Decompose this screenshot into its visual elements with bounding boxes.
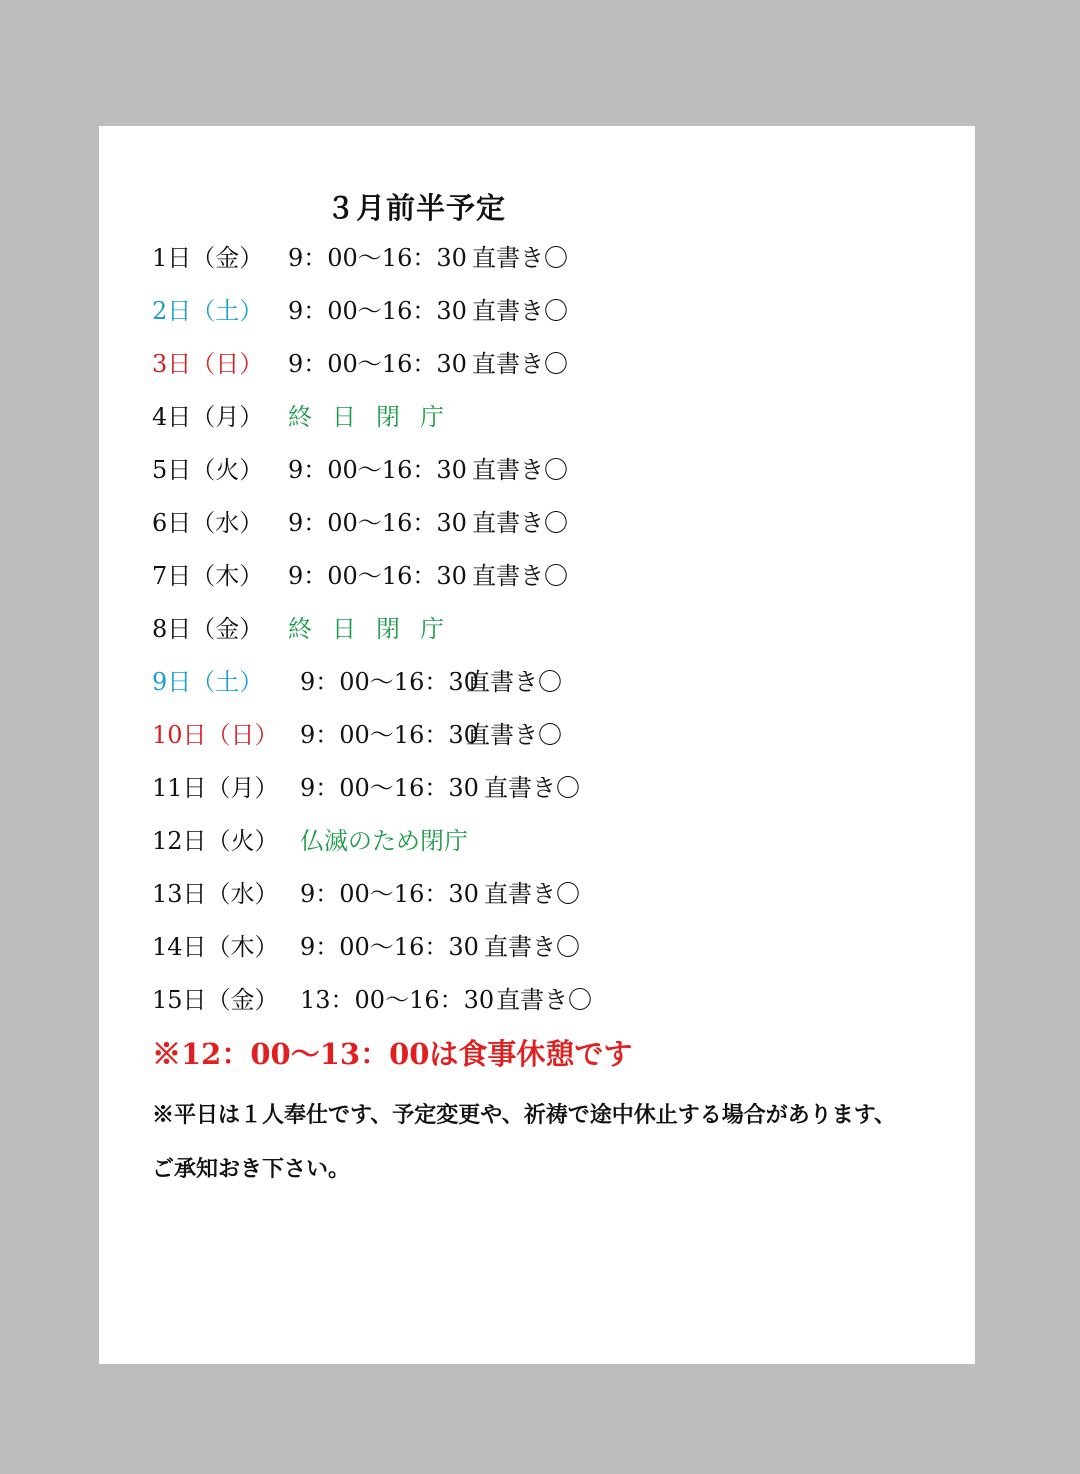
- schedule-row: [152, 395, 932, 448]
- footer-line-1: ※平日は１人奉仕です、予定変更や、祈祷で途中休止する場合があります、: [152, 1102, 897, 1128]
- schedule-day: 8日（金）: [152, 615, 264, 643]
- schedule-day: 2日（土）: [152, 297, 264, 325]
- closed-notice: 終日閉庁: [288, 403, 464, 431]
- schedule-time: 13：00〜16：30: [300, 986, 495, 1014]
- schedule-row: [152, 607, 932, 660]
- schedule-row: [152, 501, 932, 554]
- schedule-time: 9：00〜16：30: [300, 880, 479, 908]
- schedule-time: 9：00〜16：30: [288, 456, 467, 484]
- schedule-day: 3日（日）: [152, 350, 264, 378]
- schedule-day: 14日（木）: [152, 933, 279, 961]
- schedule-list: [152, 236, 932, 1031]
- schedule-row: [152, 236, 932, 289]
- schedule-day: 12日（火）: [152, 827, 279, 855]
- schedule-row: [152, 819, 932, 872]
- schedule-day: 9日（土）: [152, 668, 264, 696]
- schedule-row: [152, 978, 932, 1031]
- schedule-note: 直書き〇: [466, 721, 562, 749]
- schedule-note: 直書き〇: [466, 668, 562, 696]
- schedule-time: 9：00〜16：30: [300, 668, 479, 696]
- footer-note: [152, 1088, 942, 1196]
- schedule-note: 直書き〇: [496, 986, 592, 1014]
- schedule-note: 直書き〇: [472, 244, 568, 272]
- schedule-day: 11日（月）: [152, 774, 279, 802]
- schedule-time: 9：00〜16：30: [288, 509, 467, 537]
- schedule-time: 9：00〜16：30: [288, 562, 467, 590]
- schedule-row: [152, 342, 932, 395]
- schedule-day: 7日（木）: [152, 562, 264, 590]
- schedule-time: 9：00〜16：30: [300, 774, 479, 802]
- schedule-day: 1日（金）: [152, 244, 264, 272]
- schedule-row: [152, 713, 932, 766]
- schedule-note: 直書き〇: [484, 933, 580, 961]
- schedule-row: [152, 872, 932, 925]
- schedule-row: [152, 289, 932, 342]
- schedule-note: 直書き〇: [484, 880, 580, 908]
- schedule-note: 直書き〇: [484, 774, 580, 802]
- schedule-time: 9：00〜16：30: [288, 297, 467, 325]
- schedule-row: [152, 448, 932, 501]
- schedule-note: 直書き〇: [472, 562, 568, 590]
- schedule-time: 9：00〜16：30: [288, 244, 467, 272]
- schedule-time: 9：00〜16：30: [300, 721, 479, 749]
- schedule-note: 直書き〇: [472, 297, 568, 325]
- footer-line-2: ご承知おき下さい。: [152, 1156, 351, 1182]
- schedule-day: 5日（火）: [152, 456, 264, 484]
- schedule-row: [152, 766, 932, 819]
- schedule-row: [152, 660, 932, 713]
- schedule-day: 10日（日）: [152, 721, 279, 749]
- schedule-row: [152, 925, 932, 978]
- schedule-note: 直書き〇: [472, 509, 568, 537]
- schedule-day: 6日（水）: [152, 509, 264, 537]
- schedule-day: 4日（月）: [152, 403, 264, 431]
- schedule-time: 9：00〜16：30: [288, 350, 467, 378]
- lunch-break-notice: ※12：00〜13：00は食事休憩です: [152, 1037, 633, 1071]
- closed-notice: 終日閉庁: [288, 615, 464, 643]
- schedule-note: 直書き〇: [472, 456, 568, 484]
- schedule-row: [152, 554, 932, 607]
- schedule-note: 直書き〇: [472, 350, 568, 378]
- closed-notice: 仏滅のため閉庁: [300, 827, 468, 855]
- page-title: ３月前半予定: [326, 191, 507, 225]
- schedule-day: 13日（水）: [152, 880, 279, 908]
- schedule-time: 9：00〜16：30: [300, 933, 479, 961]
- schedule-day: 15日（金）: [152, 986, 279, 1014]
